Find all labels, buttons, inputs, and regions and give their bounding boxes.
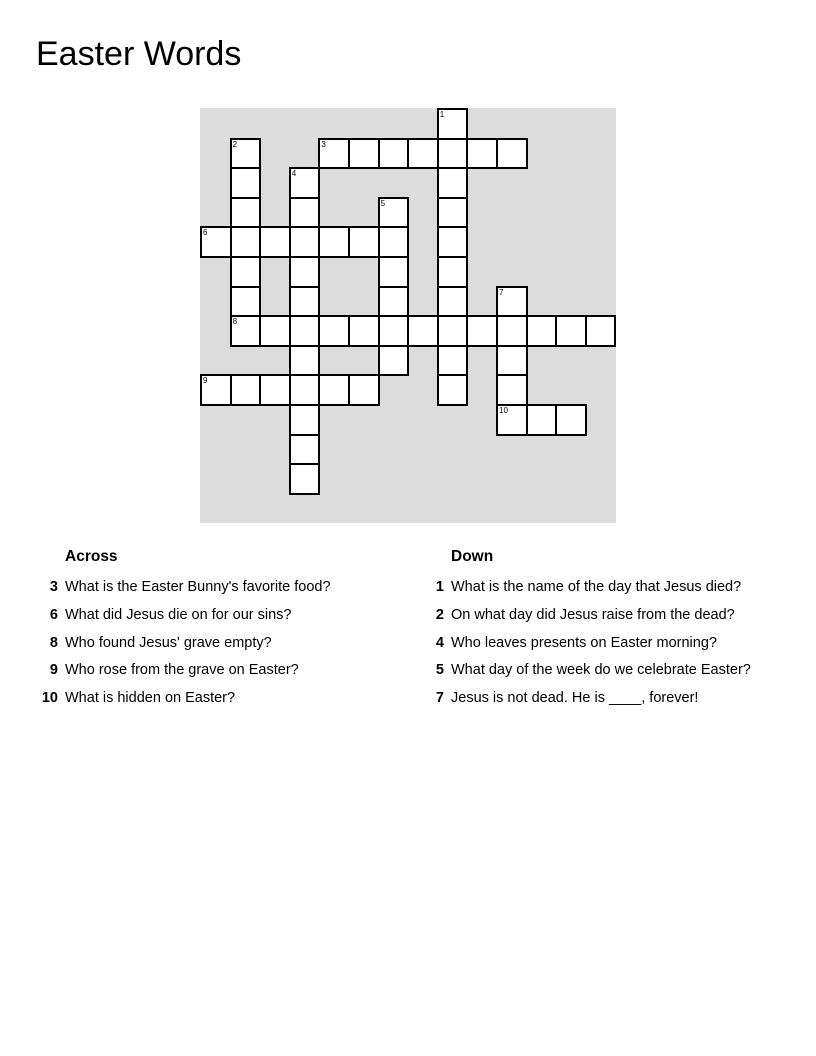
grid-cell[interactable] bbox=[526, 315, 558, 347]
cell-number: 8 bbox=[232, 317, 238, 327]
grid-cell[interactable] bbox=[378, 226, 410, 258]
grid-cell[interactable] bbox=[289, 197, 321, 229]
grid-cell[interactable] bbox=[289, 463, 321, 495]
grid-cell[interactable] bbox=[200, 374, 232, 406]
grid-cell[interactable] bbox=[230, 374, 262, 406]
grid-cell[interactable] bbox=[348, 138, 380, 170]
grid-cell[interactable] bbox=[466, 138, 498, 170]
cell-number: 7 bbox=[499, 287, 504, 297]
clue-number: 9 bbox=[49, 662, 58, 679]
clue-text: What is the name of the day that Jesus died? bbox=[451, 579, 742, 595]
grid-cell[interactable] bbox=[378, 315, 410, 347]
clue-number: 8 bbox=[49, 634, 58, 651]
grid-cell[interactable] bbox=[466, 315, 498, 347]
grid-cell[interactable] bbox=[437, 108, 469, 140]
grid-cell[interactable] bbox=[496, 374, 528, 406]
grid-cell[interactable] bbox=[437, 256, 469, 288]
cell-number: 1 bbox=[439, 110, 445, 119]
grid-cell[interactable] bbox=[437, 226, 469, 258]
grid-cell[interactable] bbox=[407, 315, 439, 347]
grid-cell[interactable] bbox=[318, 226, 350, 258]
across-heading: Across bbox=[65, 548, 118, 565]
grid-cell[interactable] bbox=[526, 404, 558, 436]
grid-cell[interactable] bbox=[496, 315, 528, 347]
grid-cell[interactable] bbox=[555, 315, 587, 347]
grid-cell[interactable] bbox=[259, 374, 291, 406]
grid-cell[interactable] bbox=[437, 286, 469, 318]
grid-cell[interactable] bbox=[378, 256, 410, 288]
grid-cell[interactable] bbox=[230, 256, 262, 288]
clue-text: What is hidden on Easter? bbox=[65, 690, 236, 707]
clue-number: 1 bbox=[435, 579, 444, 595]
cell-number: 3 bbox=[321, 139, 326, 149]
clue-text: What day of the week do we celebrate Easter? bbox=[451, 662, 751, 679]
grid-cell[interactable] bbox=[289, 167, 321, 199]
grid-cell[interactable] bbox=[259, 315, 291, 347]
clue-text: What did Jesus die on for our sins? bbox=[65, 606, 292, 623]
clue-down-1 bbox=[422, 577, 802, 605]
clue-number: 4 bbox=[435, 634, 444, 651]
clue-down-2 bbox=[422, 605, 802, 633]
grid-cell[interactable] bbox=[259, 226, 291, 258]
grid-cell[interactable] bbox=[496, 404, 528, 436]
down-clues bbox=[422, 547, 802, 716]
clue-down-7 bbox=[422, 688, 802, 716]
clue-text: Who found Jesus' grave empty? bbox=[65, 634, 272, 651]
grid-cell[interactable] bbox=[378, 197, 410, 229]
grid-cell[interactable] bbox=[289, 315, 321, 347]
grid-cell[interactable] bbox=[437, 167, 469, 199]
clue-text: Who rose from the grave on Easter? bbox=[65, 662, 299, 679]
grid-cell[interactable] bbox=[378, 286, 410, 318]
across-clues bbox=[36, 547, 396, 716]
grid-cell[interactable] bbox=[496, 345, 528, 377]
grid-cell[interactable] bbox=[318, 374, 350, 406]
grid-cell[interactable] bbox=[289, 256, 321, 288]
grid-cell[interactable] bbox=[200, 226, 232, 258]
grid-cell[interactable] bbox=[289, 226, 321, 258]
clue-across-3 bbox=[36, 577, 396, 605]
clue-number: 3 bbox=[49, 579, 58, 595]
grid-cell[interactable] bbox=[496, 286, 528, 318]
grid-cell[interactable] bbox=[289, 404, 321, 436]
grid-cell[interactable] bbox=[230, 167, 262, 199]
cell-number: 10 bbox=[499, 406, 508, 415]
grid-cell[interactable] bbox=[318, 138, 350, 170]
clue-number: 10 bbox=[41, 690, 58, 707]
grid-cell[interactable] bbox=[496, 138, 528, 170]
grid-cell[interactable] bbox=[437, 197, 469, 229]
crossword-grid bbox=[200, 108, 616, 523]
page-title: Easter Words bbox=[36, 35, 242, 73]
down-heading: Down bbox=[451, 548, 494, 565]
clue-number: 6 bbox=[49, 606, 58, 623]
grid-cell[interactable] bbox=[230, 226, 262, 258]
grid-cell[interactable] bbox=[230, 315, 262, 347]
clue-text: On what day did Jesus raise from the dead? bbox=[451, 606, 735, 623]
clue-across-6 bbox=[36, 605, 396, 633]
clue-number: 7 bbox=[435, 690, 444, 707]
grid-cell[interactable] bbox=[555, 404, 587, 436]
grid-cell[interactable] bbox=[437, 315, 469, 347]
cell-number: 6 bbox=[203, 228, 208, 238]
grid-cell[interactable] bbox=[437, 138, 469, 170]
clue-down-4 bbox=[422, 633, 802, 661]
clue-number: 2 bbox=[435, 606, 444, 623]
grid-cell[interactable] bbox=[230, 138, 262, 170]
grid-cell[interactable] bbox=[378, 138, 410, 170]
clue-number: 5 bbox=[435, 662, 444, 679]
grid-cell[interactable] bbox=[437, 345, 469, 377]
grid-cell[interactable] bbox=[230, 286, 262, 318]
cell-number: 5 bbox=[380, 198, 386, 208]
cell-number: 2 bbox=[232, 139, 238, 149]
grid-cell[interactable] bbox=[348, 315, 380, 347]
grid-cell[interactable] bbox=[318, 315, 350, 347]
grid-cell[interactable] bbox=[378, 345, 410, 377]
clue-across-10 bbox=[36, 688, 396, 716]
grid-cell[interactable] bbox=[230, 197, 262, 229]
clue-across-8 bbox=[36, 633, 396, 661]
clue-text: Who leaves presents on Easter morning? bbox=[451, 634, 717, 651]
grid-cell[interactable] bbox=[437, 374, 469, 406]
cell-number: 9 bbox=[203, 376, 208, 386]
grid-cell[interactable] bbox=[289, 286, 321, 318]
clue-text: What is the Easter Bunny's favorite food? bbox=[65, 579, 331, 595]
grid-cell[interactable] bbox=[348, 374, 380, 406]
grid-cell[interactable] bbox=[407, 138, 439, 170]
clue-text: Jesus is not dead. He is ____, forever! bbox=[451, 690, 699, 707]
grid-cell[interactable] bbox=[289, 345, 321, 377]
grid-cell[interactable] bbox=[585, 315, 617, 347]
clue-across-9 bbox=[36, 660, 396, 688]
clue-down-5 bbox=[422, 660, 802, 688]
grid-cell[interactable] bbox=[289, 374, 321, 406]
grid-cell[interactable] bbox=[289, 434, 321, 466]
grid-cell[interactable] bbox=[348, 226, 380, 258]
cell-number: 4 bbox=[291, 169, 297, 179]
